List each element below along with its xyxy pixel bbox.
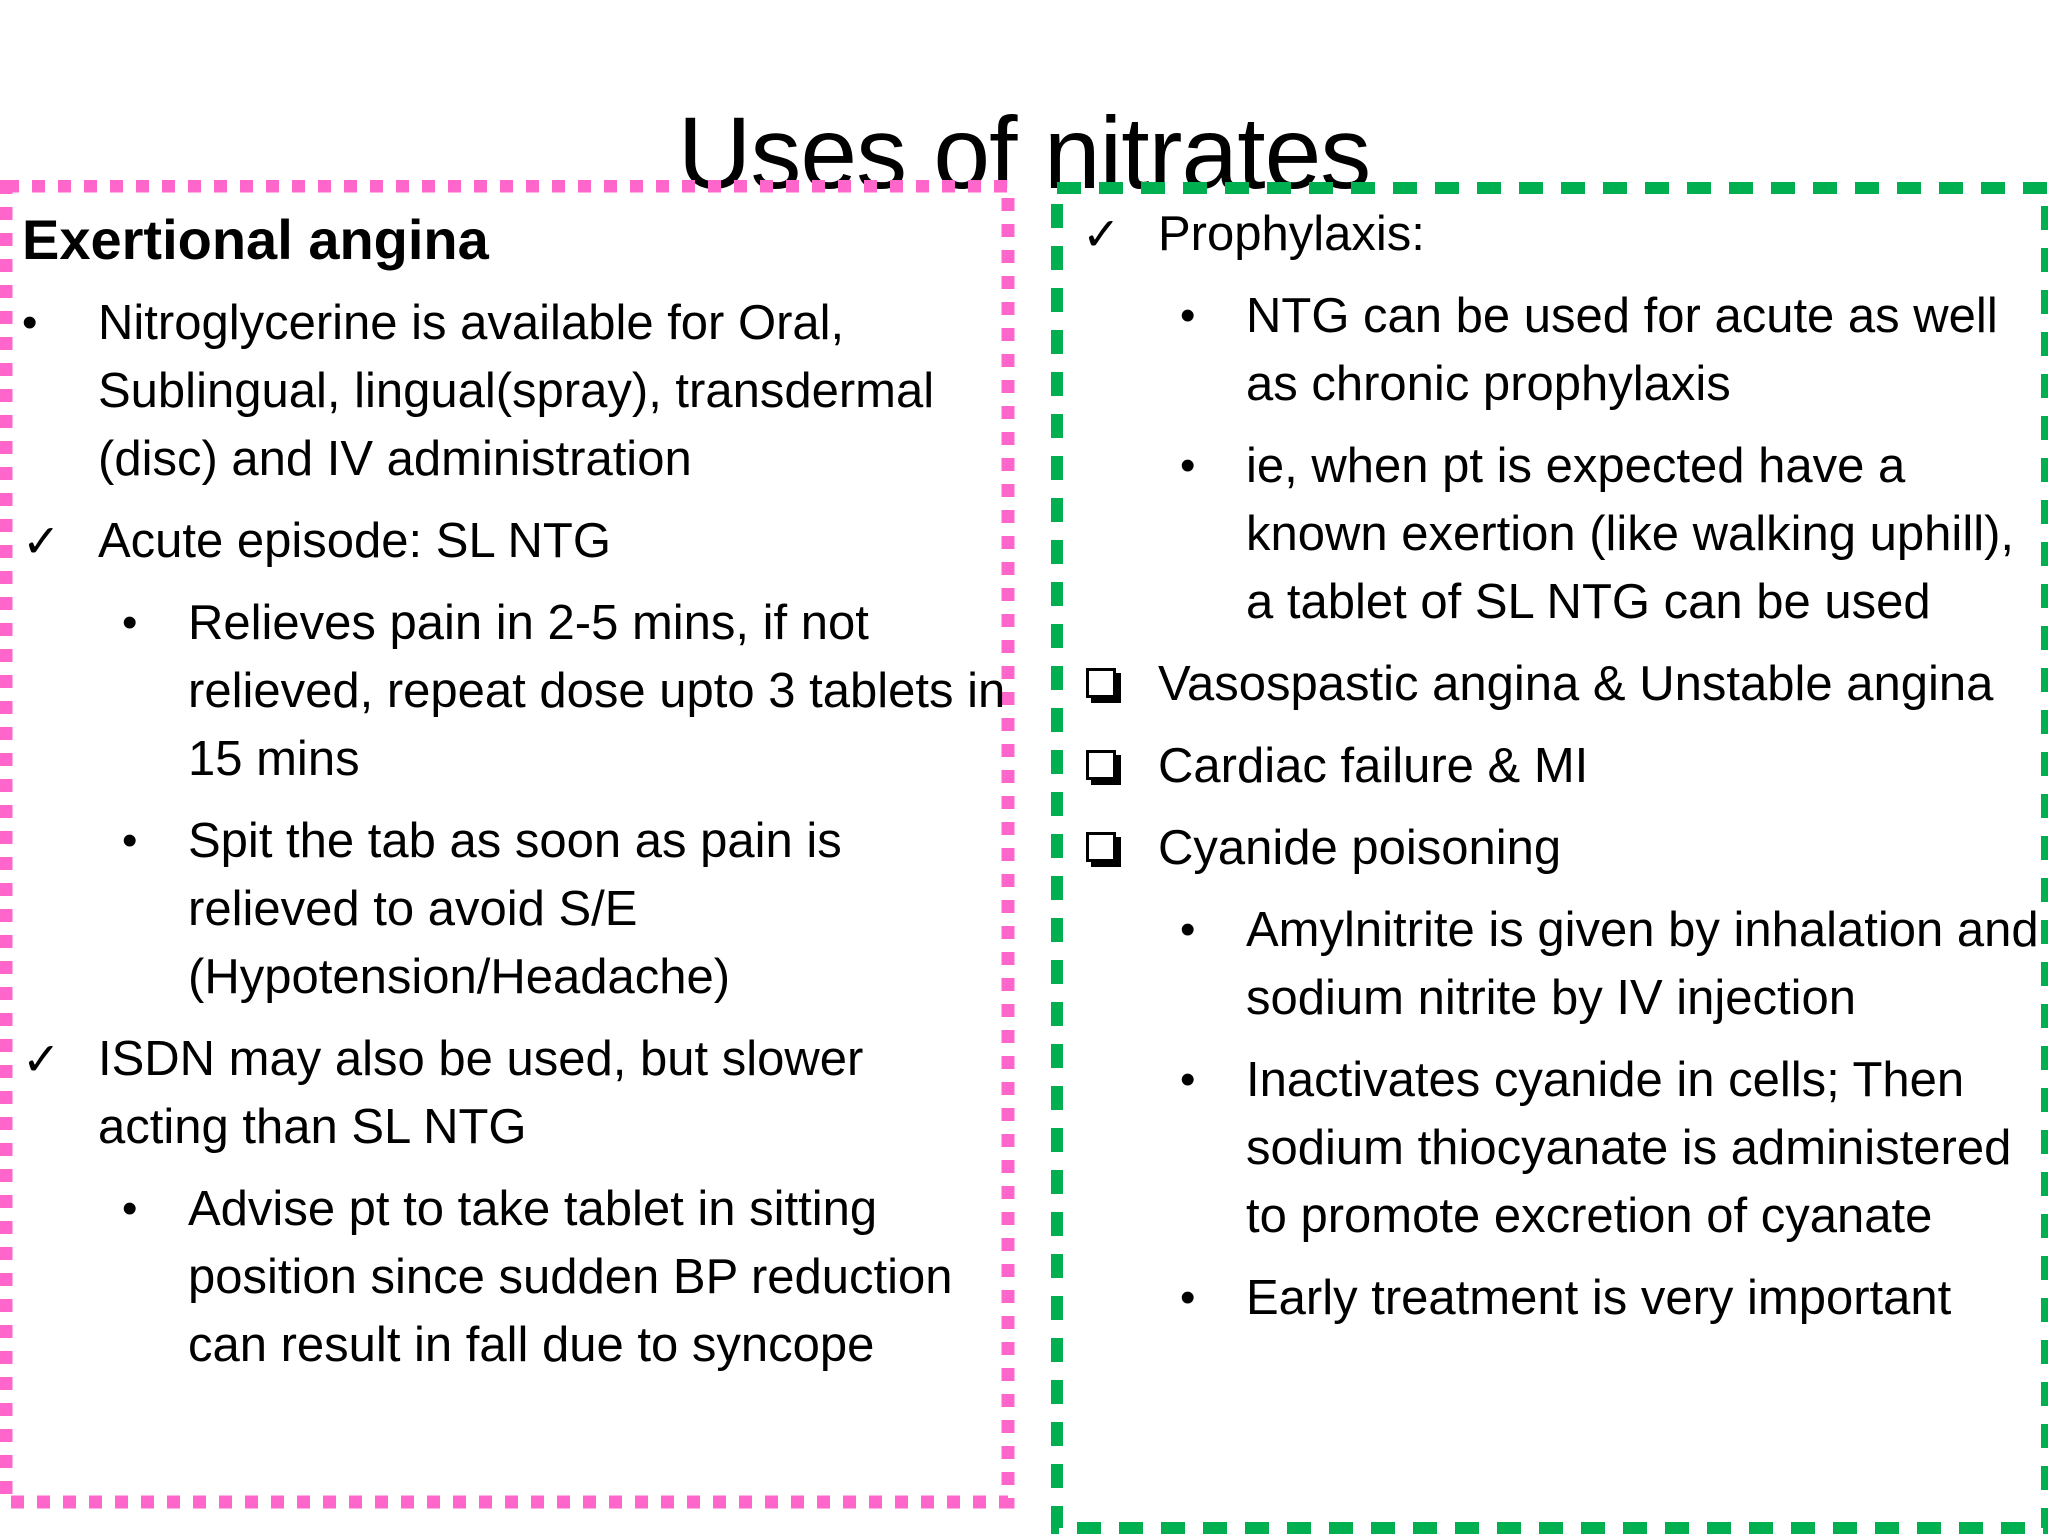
checkbox-icon [1086, 832, 1116, 862]
bullet-icon: • [1180, 291, 1196, 340]
bullet-icon: • [122, 816, 138, 865]
left-panel [22, 205, 1007, 1379]
list-item [22, 807, 1007, 1011]
list-item [1082, 814, 2042, 882]
list-item [1082, 896, 2042, 1032]
item-text: Relieves pain in 2-5 mins, if not relieved, repeat dose upto 3 tablets in 15 mins [188, 596, 1006, 786]
checkmark-icon: ✓ [22, 1032, 61, 1086]
bullet-icon: • [1180, 441, 1196, 490]
bullet-icon: • [1180, 905, 1196, 954]
item-text: ie, when pt is expected have a known exertion (like walking uphill), a tablet of SL NTG can be used [1246, 439, 2015, 629]
bullet-icon: • [122, 1184, 138, 1233]
left-heading: Exertional angina [22, 208, 489, 271]
item-text: Early treatment is very important [1246, 1271, 1952, 1325]
list-item [22, 507, 1007, 575]
bullet-icon: • [1180, 1273, 1196, 1322]
item-text: Amylnitrite is given by inhalation and sodium nitrite by IV injection [1246, 903, 2039, 1025]
item-text: Spit the tab as soon as pain is relieved to avoid S/E (Hypotension/Headache) [188, 814, 842, 1004]
checkbox-icon [1086, 750, 1116, 780]
right-panel [1082, 200, 2042, 1332]
list-item [22, 589, 1007, 793]
item-text: Cardiac failure & MI [1158, 739, 1589, 793]
list-item [1082, 282, 2042, 418]
checkmark-icon: ✓ [22, 514, 61, 568]
bullet-icon: • [22, 298, 38, 347]
item-text: Prophylaxis: [1158, 207, 1425, 261]
list-item [1082, 200, 2042, 268]
checkbox-icon [1086, 668, 1116, 698]
item-text: Acute episode: SL NTG [98, 514, 611, 568]
list-item [1082, 1264, 2042, 1332]
checkmark-icon: ✓ [1082, 207, 1121, 261]
slide-title: Uses of nitrates [677, 96, 1371, 211]
item-text: Inactivates cyanide in cells; Then sodium thiocyanate is administered to promote excretion of cyanate [1246, 1053, 2012, 1243]
list-item [22, 1175, 1007, 1379]
list-item [1082, 1046, 2042, 1250]
list-item [1082, 650, 2042, 718]
bullet-icon: • [122, 598, 138, 647]
list-item [1082, 732, 2042, 800]
list-item [1082, 432, 2042, 636]
item-text: Advise pt to take tablet in sitting position since sudden BP reduction can result in fall due to syncope [188, 1182, 953, 1372]
bullet-icon: • [1180, 1055, 1196, 1104]
list-item [22, 1025, 1007, 1161]
list-item [22, 289, 1007, 493]
item-text: ISDN may also be used, but slower acting than SL NTG [98, 1032, 864, 1154]
item-text: NTG can be used for acute as well as chronic prophylaxis [1246, 289, 1998, 411]
item-text: Nitroglycerine is available for Oral, Sublingual, lingual(spray), transdermal (disc) and IV administration [98, 296, 935, 486]
item-text: Cyanide poisoning [1158, 821, 1562, 875]
item-text: Vasospastic angina & Unstable angina [1158, 657, 1994, 711]
